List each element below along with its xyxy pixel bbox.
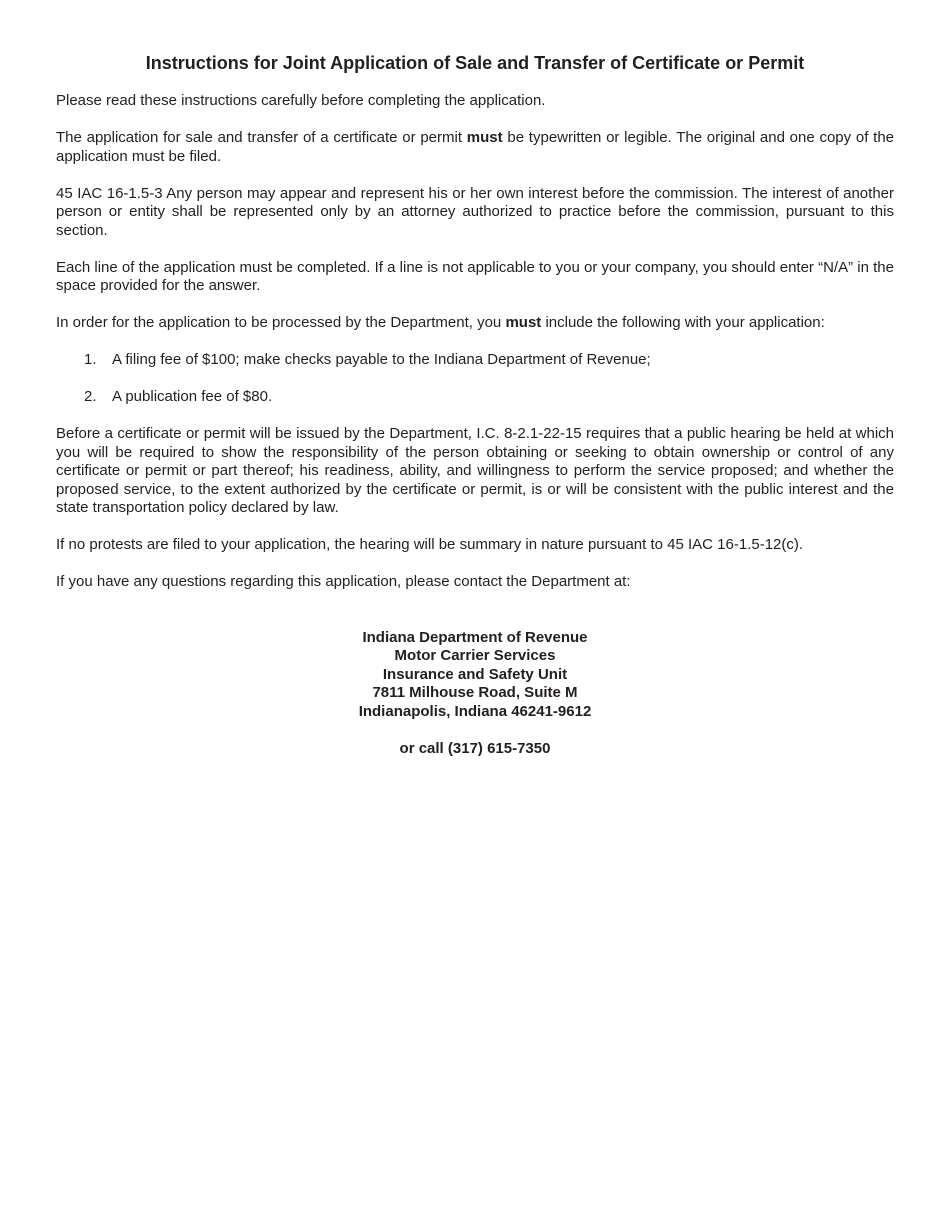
iac-rule-paragraph: 45 IAC 16-1.5-3 Any person may appear and represent his or her own interest before the commission. The interest of another person or entity shall be represented only by an attorney authorized to practice before the commission, pursuant to this section. xyxy=(56,184,894,239)
contact-line-division: Motor Carrier Services xyxy=(394,647,556,664)
list-item xyxy=(56,388,894,407)
questions-paragraph: If you have any questions regarding this application, please contact the Department at: xyxy=(56,573,631,590)
requirements-text-before: In order for the application to be processed by the Department, you xyxy=(56,314,506,331)
requirements-list xyxy=(56,351,894,407)
typewritten-emphasis: must xyxy=(466,129,503,146)
list-item xyxy=(56,351,894,370)
contact-line-street: 7811 Milhouse Road, Suite M xyxy=(372,684,578,701)
requirements-text-after: include the following with your application: xyxy=(541,314,825,331)
list-item-number: 2. xyxy=(84,388,97,405)
hearing-paragraph: Before a certificate or permit will be issued by the Department, I.C. 8-2.1-22-15 requires that a public hearing be held at which you will be required to show the responsibility of the person obtaining or seeking to obtain ownership or control of any certificate or permit or part thereof; his readiness, ability, and willingness to perform the service proposed; and whether the proposed service, to the extent authorized by the certificate or permit, is or will be consistent with the public interest and the state transportation policy declared by law. xyxy=(56,425,894,516)
contact-phone: or call (317) 615-7350 xyxy=(399,739,551,757)
contact-line-unit: Insurance and Safety Unit xyxy=(382,665,568,683)
intro-paragraph: Please read these instructions carefully before completing the application. xyxy=(56,92,546,109)
page-title: Instructions for Joint Application of Sale and Transfer of Certificate or Permit xyxy=(145,53,805,73)
typewritten-paragraph xyxy=(56,129,894,166)
list-item-number: 1. xyxy=(84,351,97,368)
contact-line-city: Indianapolis, Indiana 46241-9612 xyxy=(358,702,592,720)
contact-address-block xyxy=(56,629,894,722)
protests-paragraph: If no protests are filed to your application, the hearing will be summary in nature pursuant to 45 IAC 16-1.5-12(c). xyxy=(56,536,804,553)
requirements-emphasis: must xyxy=(505,314,542,331)
each-line-paragraph: Each line of the application must be completed. If a line is not applicable to you or your company, you should enter “N/A” in the space provided for the answer. xyxy=(56,258,894,294)
list-item-text: A publication fee of $80. xyxy=(112,388,273,405)
requirements-intro-paragraph xyxy=(56,314,894,333)
typewritten-text-before: The application for sale and transfer of a certificate or permit xyxy=(56,129,467,146)
typewritten-text-after: be typewritten or legible. The original and one copy of the application must be filed. xyxy=(56,129,894,165)
contact-line-department: Indiana Department of Revenue xyxy=(362,628,588,646)
list-item-text: A filing fee of $100; make checks payable to the Indiana Department of Revenue; xyxy=(112,351,651,368)
